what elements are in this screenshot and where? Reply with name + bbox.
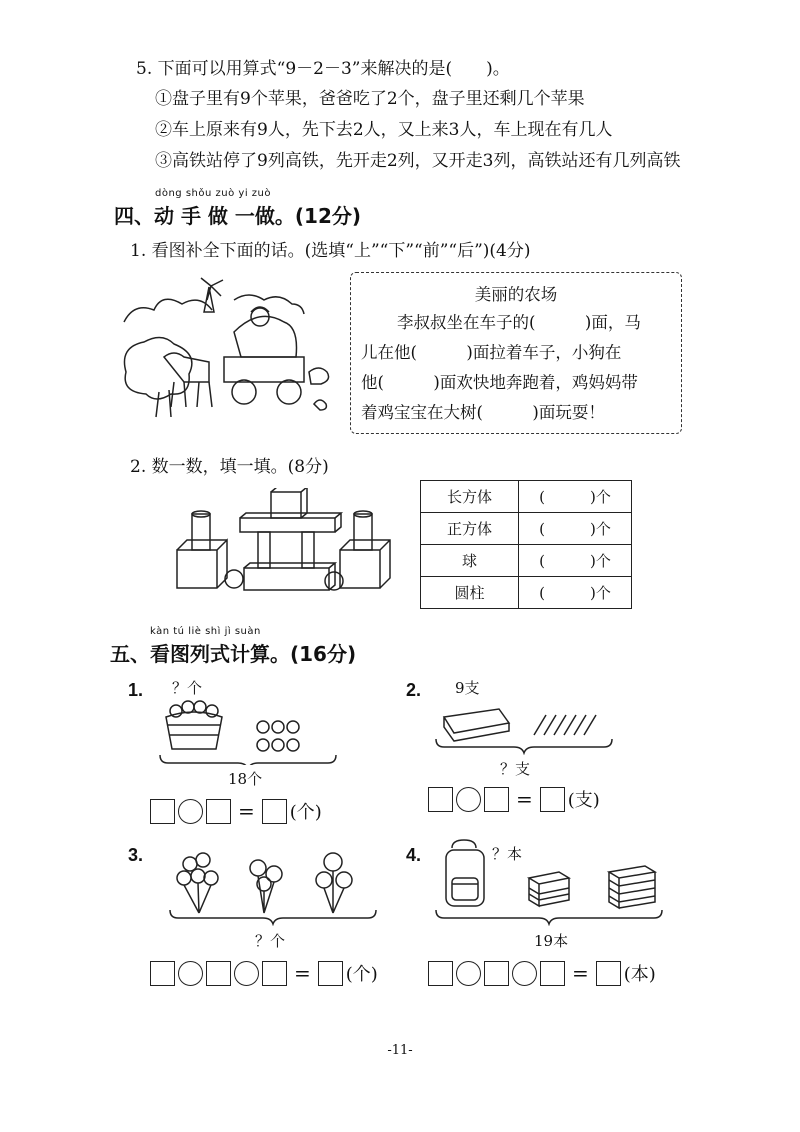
answer-box[interactable] bbox=[428, 787, 453, 812]
answer-cell[interactable]: ( )个 bbox=[519, 513, 632, 545]
section4-title: 四、动 手 做 一做。(12分) bbox=[114, 204, 362, 228]
story-line-2: 儿在他( )面拉着车子，小狗在 bbox=[361, 343, 622, 362]
table-row bbox=[421, 513, 632, 545]
answer-box[interactable] bbox=[484, 787, 509, 812]
section5-title: 五、看图列式计算。(16分) bbox=[110, 642, 357, 666]
answer-cell[interactable]: ( )个 bbox=[519, 545, 632, 577]
blocks-illustration bbox=[172, 488, 402, 600]
answer-box[interactable] bbox=[150, 961, 175, 986]
answer-box[interactable] bbox=[484, 961, 509, 986]
p3-number: 3. bbox=[128, 845, 144, 865]
p1-bottom-label: 18个 bbox=[228, 770, 263, 788]
p1-top-label: ？个 bbox=[172, 679, 203, 697]
table-row bbox=[421, 545, 632, 577]
count-table bbox=[420, 480, 632, 609]
q5-option-3: ③高铁站停了9列高铁，先开走2列，又开走3列，高铁站还有几列高铁 bbox=[155, 151, 681, 171]
p3-equation bbox=[150, 960, 378, 986]
story-title: 美丽的农场 bbox=[474, 285, 558, 304]
answer-box[interactable] bbox=[262, 961, 287, 986]
section5-pinyin: kàn tú liè shì jì suàn bbox=[150, 626, 261, 637]
p2-bottom-label: ？支 bbox=[500, 760, 531, 778]
p3-bottom-label: ？个 bbox=[255, 932, 286, 950]
operator-circle[interactable] bbox=[178, 799, 203, 824]
p2-top-label: 9支 bbox=[455, 679, 480, 697]
answer-box[interactable] bbox=[318, 961, 343, 986]
shape-name: 球 bbox=[421, 545, 519, 577]
answer-box[interactable] bbox=[596, 961, 621, 986]
q5-option-2: ②车上原来有9人，先下去2人，又上来3人，车上现在有几人 bbox=[155, 120, 613, 140]
p3-illustration bbox=[168, 848, 378, 926]
p4-unit: (本) bbox=[623, 964, 656, 985]
s4-q2-text: 2. 数一数，填一填。(8分) bbox=[130, 457, 329, 477]
p4-top-label: ？本 bbox=[492, 845, 523, 863]
p3-unit: (个) bbox=[345, 964, 378, 985]
p1-unit: (个) bbox=[289, 802, 322, 823]
equals-sign: = bbox=[238, 799, 255, 823]
page-number: -11- bbox=[387, 1043, 413, 1058]
p4-bottom-label: 19本 bbox=[534, 932, 569, 950]
answer-box[interactable] bbox=[206, 961, 231, 986]
story-line-3: 他( )面欢快地奔跑着，鸡妈妈带 bbox=[361, 373, 638, 392]
p2-illustration bbox=[434, 695, 614, 755]
p1-illustration bbox=[158, 695, 338, 765]
answer-box[interactable] bbox=[150, 799, 175, 824]
equals-sign: = bbox=[294, 961, 311, 985]
s4-q1-text: 1. 看图补全下面的话。(选填“上”“下”“前”“后”)(4分) bbox=[130, 241, 531, 261]
answer-cell[interactable]: ( )个 bbox=[519, 577, 632, 609]
answer-box[interactable] bbox=[206, 799, 231, 824]
p2-equation bbox=[428, 786, 600, 812]
operator-circle[interactable] bbox=[456, 787, 481, 812]
story-box bbox=[350, 272, 682, 434]
shape-name: 正方体 bbox=[421, 513, 519, 545]
operator-circle[interactable] bbox=[178, 961, 203, 986]
p1-number: 1. bbox=[128, 680, 144, 700]
shape-name: 长方体 bbox=[421, 481, 519, 513]
equals-sign: = bbox=[572, 961, 589, 985]
p2-number: 2. bbox=[406, 680, 422, 700]
table-row bbox=[421, 481, 632, 513]
shape-name: 圆柱 bbox=[421, 577, 519, 609]
story-line-4: 着鸡宝宝在大树( )面玩耍！ bbox=[361, 403, 605, 422]
equals-sign: = bbox=[516, 787, 533, 811]
story-line-1: 李叔叔坐在车子的( )面，马 bbox=[397, 313, 641, 332]
p4-number: 4. bbox=[406, 845, 422, 865]
operator-circle[interactable] bbox=[234, 961, 259, 986]
p2-unit: (支) bbox=[567, 790, 600, 811]
section4-pinyin: dòng shǒu zuò yi zuò bbox=[155, 188, 271, 199]
answer-box[interactable] bbox=[540, 961, 565, 986]
answer-box[interactable] bbox=[540, 787, 565, 812]
q5-option-1: ①盘子里有9个苹果，爸爸吃了2个，盘子里还剩几个苹果 bbox=[155, 89, 585, 109]
answer-cell[interactable]: ( )个 bbox=[519, 481, 632, 513]
answer-box[interactable] bbox=[262, 799, 287, 824]
operator-circle[interactable] bbox=[456, 961, 481, 986]
p1-equation bbox=[150, 798, 322, 824]
farm-illustration bbox=[114, 272, 339, 422]
q5-text: 5. 下面可以用算式“9－2－3”来解决的是( )。 bbox=[136, 59, 510, 79]
operator-circle[interactable] bbox=[512, 961, 537, 986]
p4-equation bbox=[428, 960, 656, 986]
table-row bbox=[421, 577, 632, 609]
p4-illustration bbox=[434, 838, 666, 926]
answer-box[interactable] bbox=[428, 961, 453, 986]
